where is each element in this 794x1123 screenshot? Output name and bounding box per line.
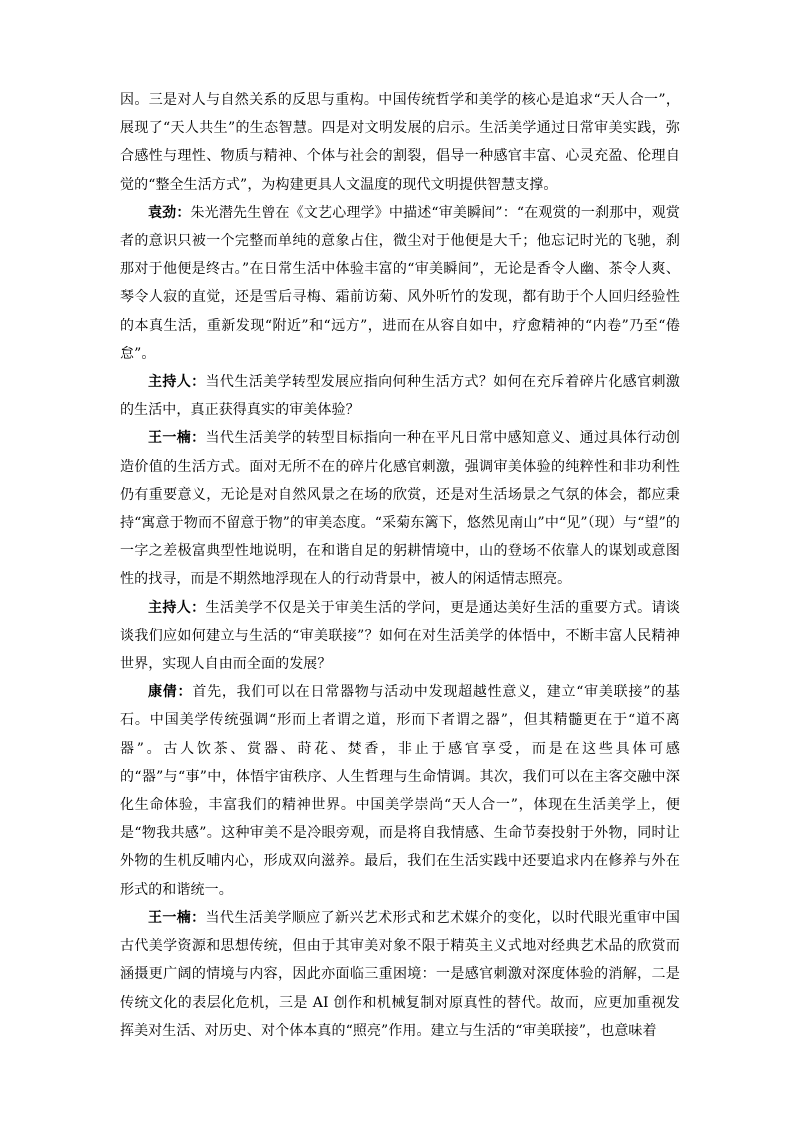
paragraph-3 <box>120 368 680 424</box>
speaker-wang-yinan: 王一楠： <box>148 909 206 926</box>
paragraph-7 <box>120 904 680 1045</box>
speaker-host: 主持人： <box>148 374 206 391</box>
speaker-yuan-jin: 袁劲： <box>148 204 191 221</box>
document-page <box>120 86 680 1045</box>
paragraph-2-text: 朱光潜先生曾在《文艺心理学》中描述“审美瞬间”：“在观赏的一刹那中，观赏者的意识只被一个完整而单纯的意象占住，微尘对于他便是大千；他忘记时光的飞驰，刹那对于他便是终古。”在日常生活中体验丰富的“审美瞬间”，无论是香令人幽、茶令人爽、琴令人寂的直觉，还是雪后寻梅、霜前访菊、风外听竹的发现，都有助于个人回归经验性的本真生活，重新发现“附近”和“远方”，进而在从容自如中，疗愈精神的“内卷”乃至“倦怠”。 <box>120 204 680 362</box>
speaker-host: 主持人： <box>148 599 206 616</box>
paragraph-6 <box>120 678 680 904</box>
paragraph-4-text: 当代生活美学的转型目标指向一种在平凡日常中感知意义、通过具体行动创造价值的生活方式。面对无所不在的碎片化感官刺激，强调审美体验的纯粹性和非功利性仍有重要意义，无论是对自然风景之在场的欣赏，还是对生活场景之气氛的体会，都应秉持“寓意于物而不留意于物”的审美态度。“采菊东篱下，悠然见南山”中“见”（现）与“望”的一字之差极富典型性地说明，在和谐自足的躬耕情境中，山的登场不依靠人的谋划或意图性的找寻，而是不期然地浮现在人的行动背景中，被人的闲适情志照亮。 <box>120 430 680 588</box>
speaker-wang-yinan: 王一楠： <box>148 430 206 447</box>
paragraph-5 <box>120 594 680 679</box>
paragraph-1-text: 因。三是对人与自然关系的反思与重构。中国传统哲学和美学的核心是追求“天人合一”，展现了“天人共生”的生态智慧。四是对文明发展的启示。生活美学通过日常审美实践，弥合感性与理性、物质与精神、个体与社会的割裂，倡导一种感官丰富、心灵充盈、伦理自觉的“整全生活方式”，为构建更具人文温度的现代文明提供智慧支撑。 <box>120 92 680 193</box>
paragraph-4 <box>120 424 680 593</box>
paragraph-2 <box>120 199 680 368</box>
paragraph-7-text: 当代生活美学顺应了新兴艺术形式和艺术媒介的变化，以时代眼光重审中国古代美学资源和思想传统，但由于其审美对象不限于精英主义式地对经典艺术品的欣赏而涵摄更广阔的情境与内容，因此亦面临三重困境：一是感官刺激对深度体验的消解，二是传统文化的表层化危机，三是 AI 创作和机械复制对原真性的替代。故而，应更加重视发挥美对生活、对历史、对个体本真的“照亮”作用。建立与生活的“审美联接”，也意味着 <box>120 909 680 1039</box>
paragraph-1 <box>120 86 680 199</box>
paragraph-5-text: 生活美学不仅是关于审美生活的学问，更是通达美好生活的重要方式。请谈谈我们应如何建立与生活的“审美联接”？如何在对生活美学的体悟中，不断丰富人民精神世界，实现人自由而全面的发展？ <box>120 599 680 673</box>
paragraph-6-text: 首先，我们可以在日常器物与活动中发现超越性意义，建立“审美联接”的基石。中国美学传统强调“形而上者谓之道，形而下者谓之器”，但其精髓更在于“道不离器”。古人饮茶、赏器、莳花、焚香，非止于感官享受，而是在这些具体可感的“器”与“事”中，体悟宇宙秩序、人生哲理与生命情调。其次，我们可以在主客交融中深化生命体验，丰富我们的精神世界。中国美学崇尚“天人合一”，体现在生活美学上，便是“物我共感”。这种审美不是冷眼旁观，而是将自我情感、生命节奏投射于外物，同时让外物的生机反哺内心，形成双向滋养。最后，我们在生活实践中还要追求内在修养与外在形式的和谐统一。 <box>120 684 680 898</box>
paragraph-3-text: 当代生活美学转型发展应指向何种生活方式？如何在充斥着碎片化感官刺激的生活中，真正获得真实的审美体验？ <box>120 374 680 419</box>
speaker-kang-qian: 康倩： <box>148 684 193 701</box>
